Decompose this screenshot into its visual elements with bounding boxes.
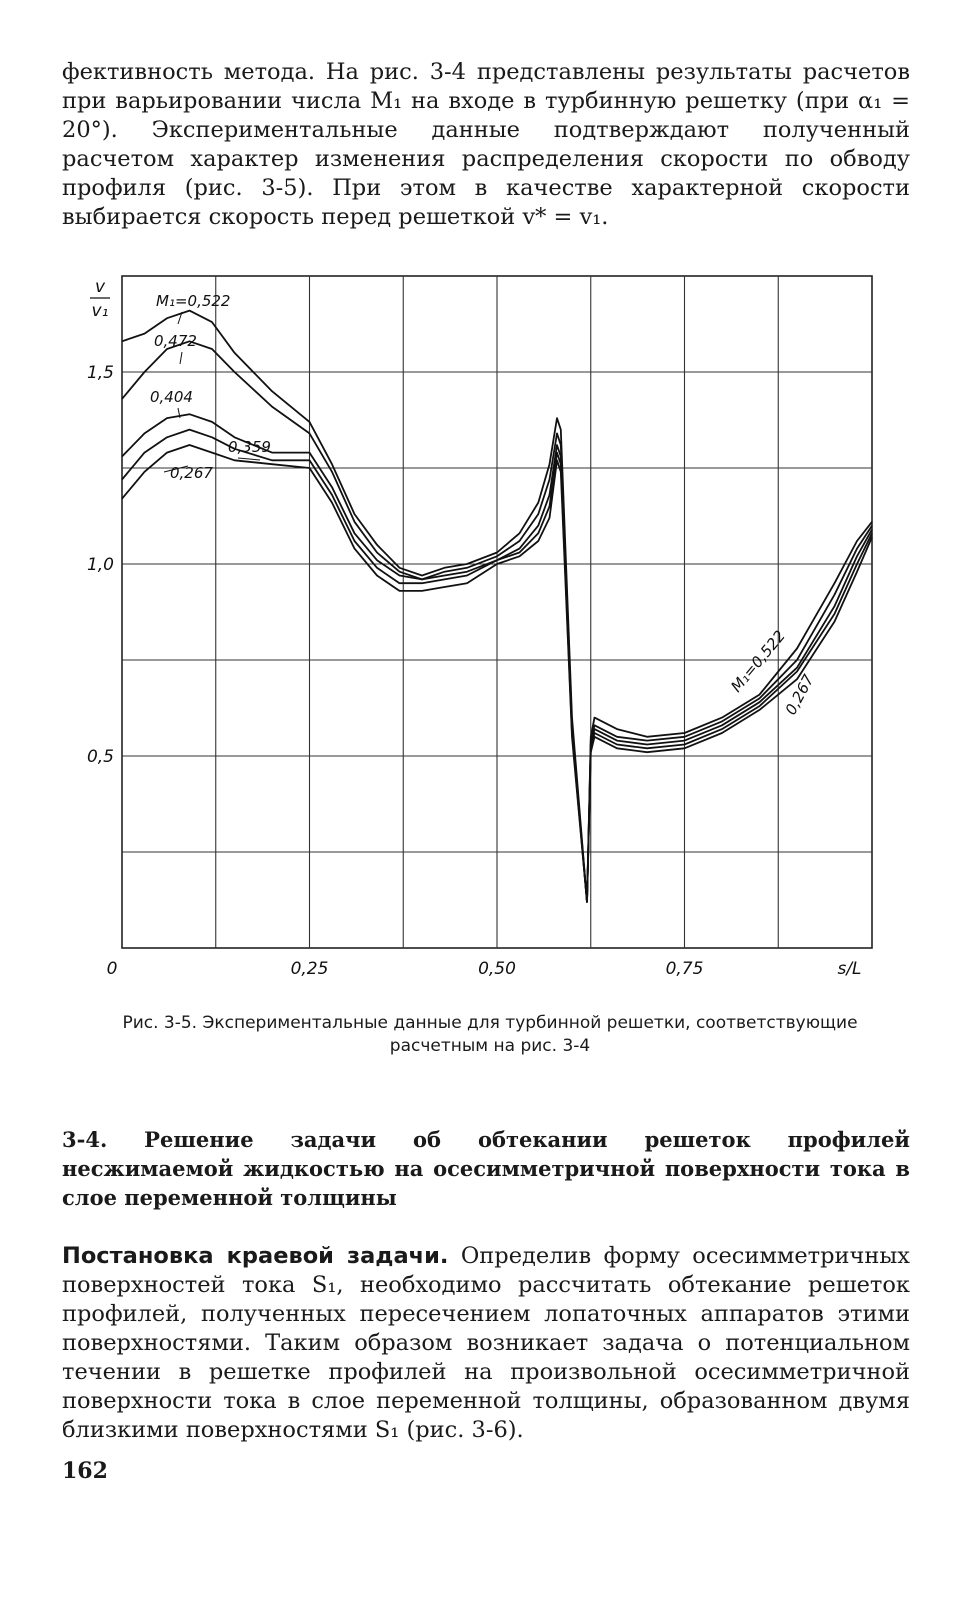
intro-paragraph: фективность метода. На рис. 3-4 представлены результаты расчетов при варьировании числа M₁ на входе в турбинную решетку (при α₁ = 20°). Экспериментальные данные подтверждают полученный расчетом характер изменения распределения скорости по обводу профиля (рис. 3-5). При этом в качестве характерной скорости выбирается скорость перед решеткой v* = v₁. bbox=[62, 59, 910, 230]
y-tick-label: 0,5 bbox=[86, 747, 114, 767]
curve-label-m267: 0,267 bbox=[170, 464, 213, 482]
x-tick-label: 0,25 bbox=[290, 959, 329, 979]
body-paragraph-text: Определив форму осесимметричных поверхностей тока S₁, необходимо рассчитать обтекание решеток профилей, полученных пересечением лопаточных аппаратов этими поверхностями. Таким образом возникает задача о потенциальном течении в решетке профилей на произвольной осесимметричной поверхности тока в слое переменной толщины, образованном двумя близкими поверхностями S₁ (рис. 3-6). bbox=[62, 1243, 910, 1443]
curve-labels bbox=[150, 292, 818, 718]
y-tick-label: 1,5 bbox=[86, 363, 114, 383]
section-heading: 3-4. Решение задачи об обтекании решеток профилей несжимаемой жидкостью на осесимметричной поверхности тока в слое переменной толщины bbox=[62, 1127, 910, 1210]
curve-label-m359: 0,359 bbox=[228, 438, 271, 456]
x-axis-label: s/L bbox=[837, 959, 862, 979]
curve-label-m522: M₁=0,522 bbox=[156, 292, 231, 310]
curve-label-m472: 0,472 bbox=[154, 332, 197, 350]
curve-label-leader bbox=[238, 458, 260, 460]
runin-heading: Постановка краевой задачи. bbox=[62, 1243, 449, 1269]
x-tick-label: 0,50 bbox=[478, 959, 516, 979]
x-tick-label: 0,75 bbox=[665, 959, 704, 979]
tick-labels bbox=[87, 277, 862, 979]
chart-grid bbox=[122, 276, 872, 948]
velocity-distribution-chart bbox=[70, 268, 910, 988]
figure-3-5 bbox=[70, 268, 910, 988]
body-paragraph bbox=[62, 1242, 910, 1445]
curve-label-m522_right: M₁=0,522 bbox=[727, 626, 789, 696]
y-tick-label: 1,0 bbox=[86, 555, 114, 575]
figure-caption: Рис. 3-5. Экспериментальные данные для турбинной решетки, соответствующие расчетным на рис. 3-4 bbox=[122, 1013, 858, 1056]
page-number: 162 bbox=[62, 1458, 108, 1484]
curve-label-leader bbox=[180, 352, 182, 364]
x-tick-label: 0 bbox=[106, 959, 118, 979]
y-axis-label-numerator: v bbox=[94, 277, 106, 297]
y-axis-label-denominator: v₁ bbox=[91, 301, 109, 321]
curve-label-m404: 0,404 bbox=[150, 388, 193, 406]
curve-label-m267_right: 0,267 bbox=[781, 671, 818, 718]
